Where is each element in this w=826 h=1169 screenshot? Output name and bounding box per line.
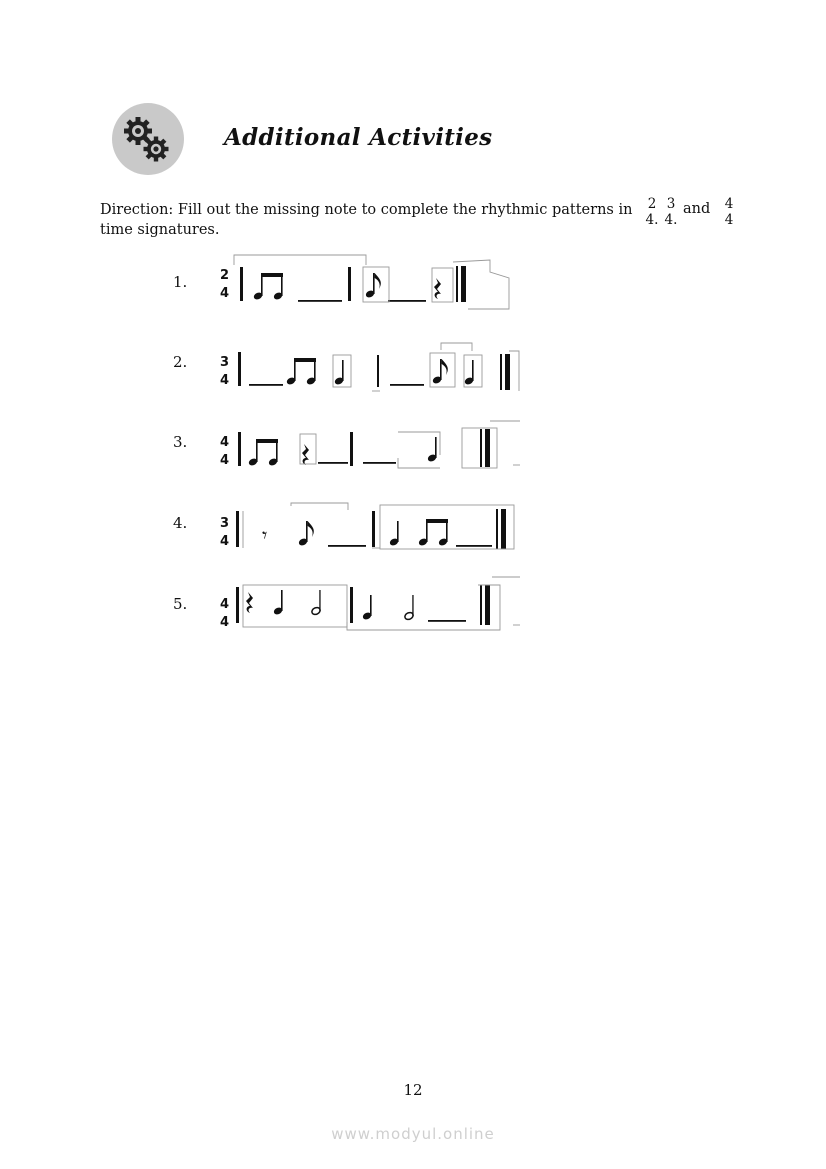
watermark: www.modyul.online xyxy=(331,1125,495,1143)
exercise-number: 1. xyxy=(173,273,188,291)
time-signature-a: 2 4. xyxy=(645,196,659,228)
time-sig-top: 2 xyxy=(220,268,230,283)
time-sig-bottom: 4 xyxy=(220,373,230,388)
svg-text:𝄾: 𝄾 xyxy=(262,523,268,547)
and-label: and xyxy=(683,201,711,217)
time-signature-b: 3 4. xyxy=(664,196,678,228)
time-sig-top: 4 xyxy=(220,597,230,612)
exercise-number: 4. xyxy=(173,514,188,532)
exercise-2-staff xyxy=(220,343,519,391)
time-sig-bottom: 4 xyxy=(220,534,230,549)
exercise-number: 3. xyxy=(173,433,188,451)
exercise-1-staff xyxy=(220,255,509,309)
section-title: Additional Activities xyxy=(224,124,493,151)
direction-line-1: Direction: Fill out the missing note to complete the rhythmic patterns in xyxy=(100,202,633,218)
exercise-number: 5. xyxy=(173,595,188,613)
exercise-4-staff xyxy=(220,503,514,549)
exercise-3-staff xyxy=(220,421,520,468)
time-sig-bottom: 4 xyxy=(220,615,230,630)
time-sig-bottom: 4 xyxy=(220,453,230,468)
exercise-5-staff xyxy=(220,577,520,630)
time-sig-bottom: 4 xyxy=(220,286,230,301)
exercise-number: 2. xyxy=(173,353,188,371)
time-sig-top: 3 xyxy=(220,355,230,370)
page-number: 12 xyxy=(403,1081,423,1099)
time-sig-top: 4 xyxy=(220,435,230,450)
direction-line-2: time signatures. xyxy=(100,222,220,238)
time-signature-c: 4 4 xyxy=(724,196,734,228)
time-sig-top: 3 xyxy=(220,516,230,531)
